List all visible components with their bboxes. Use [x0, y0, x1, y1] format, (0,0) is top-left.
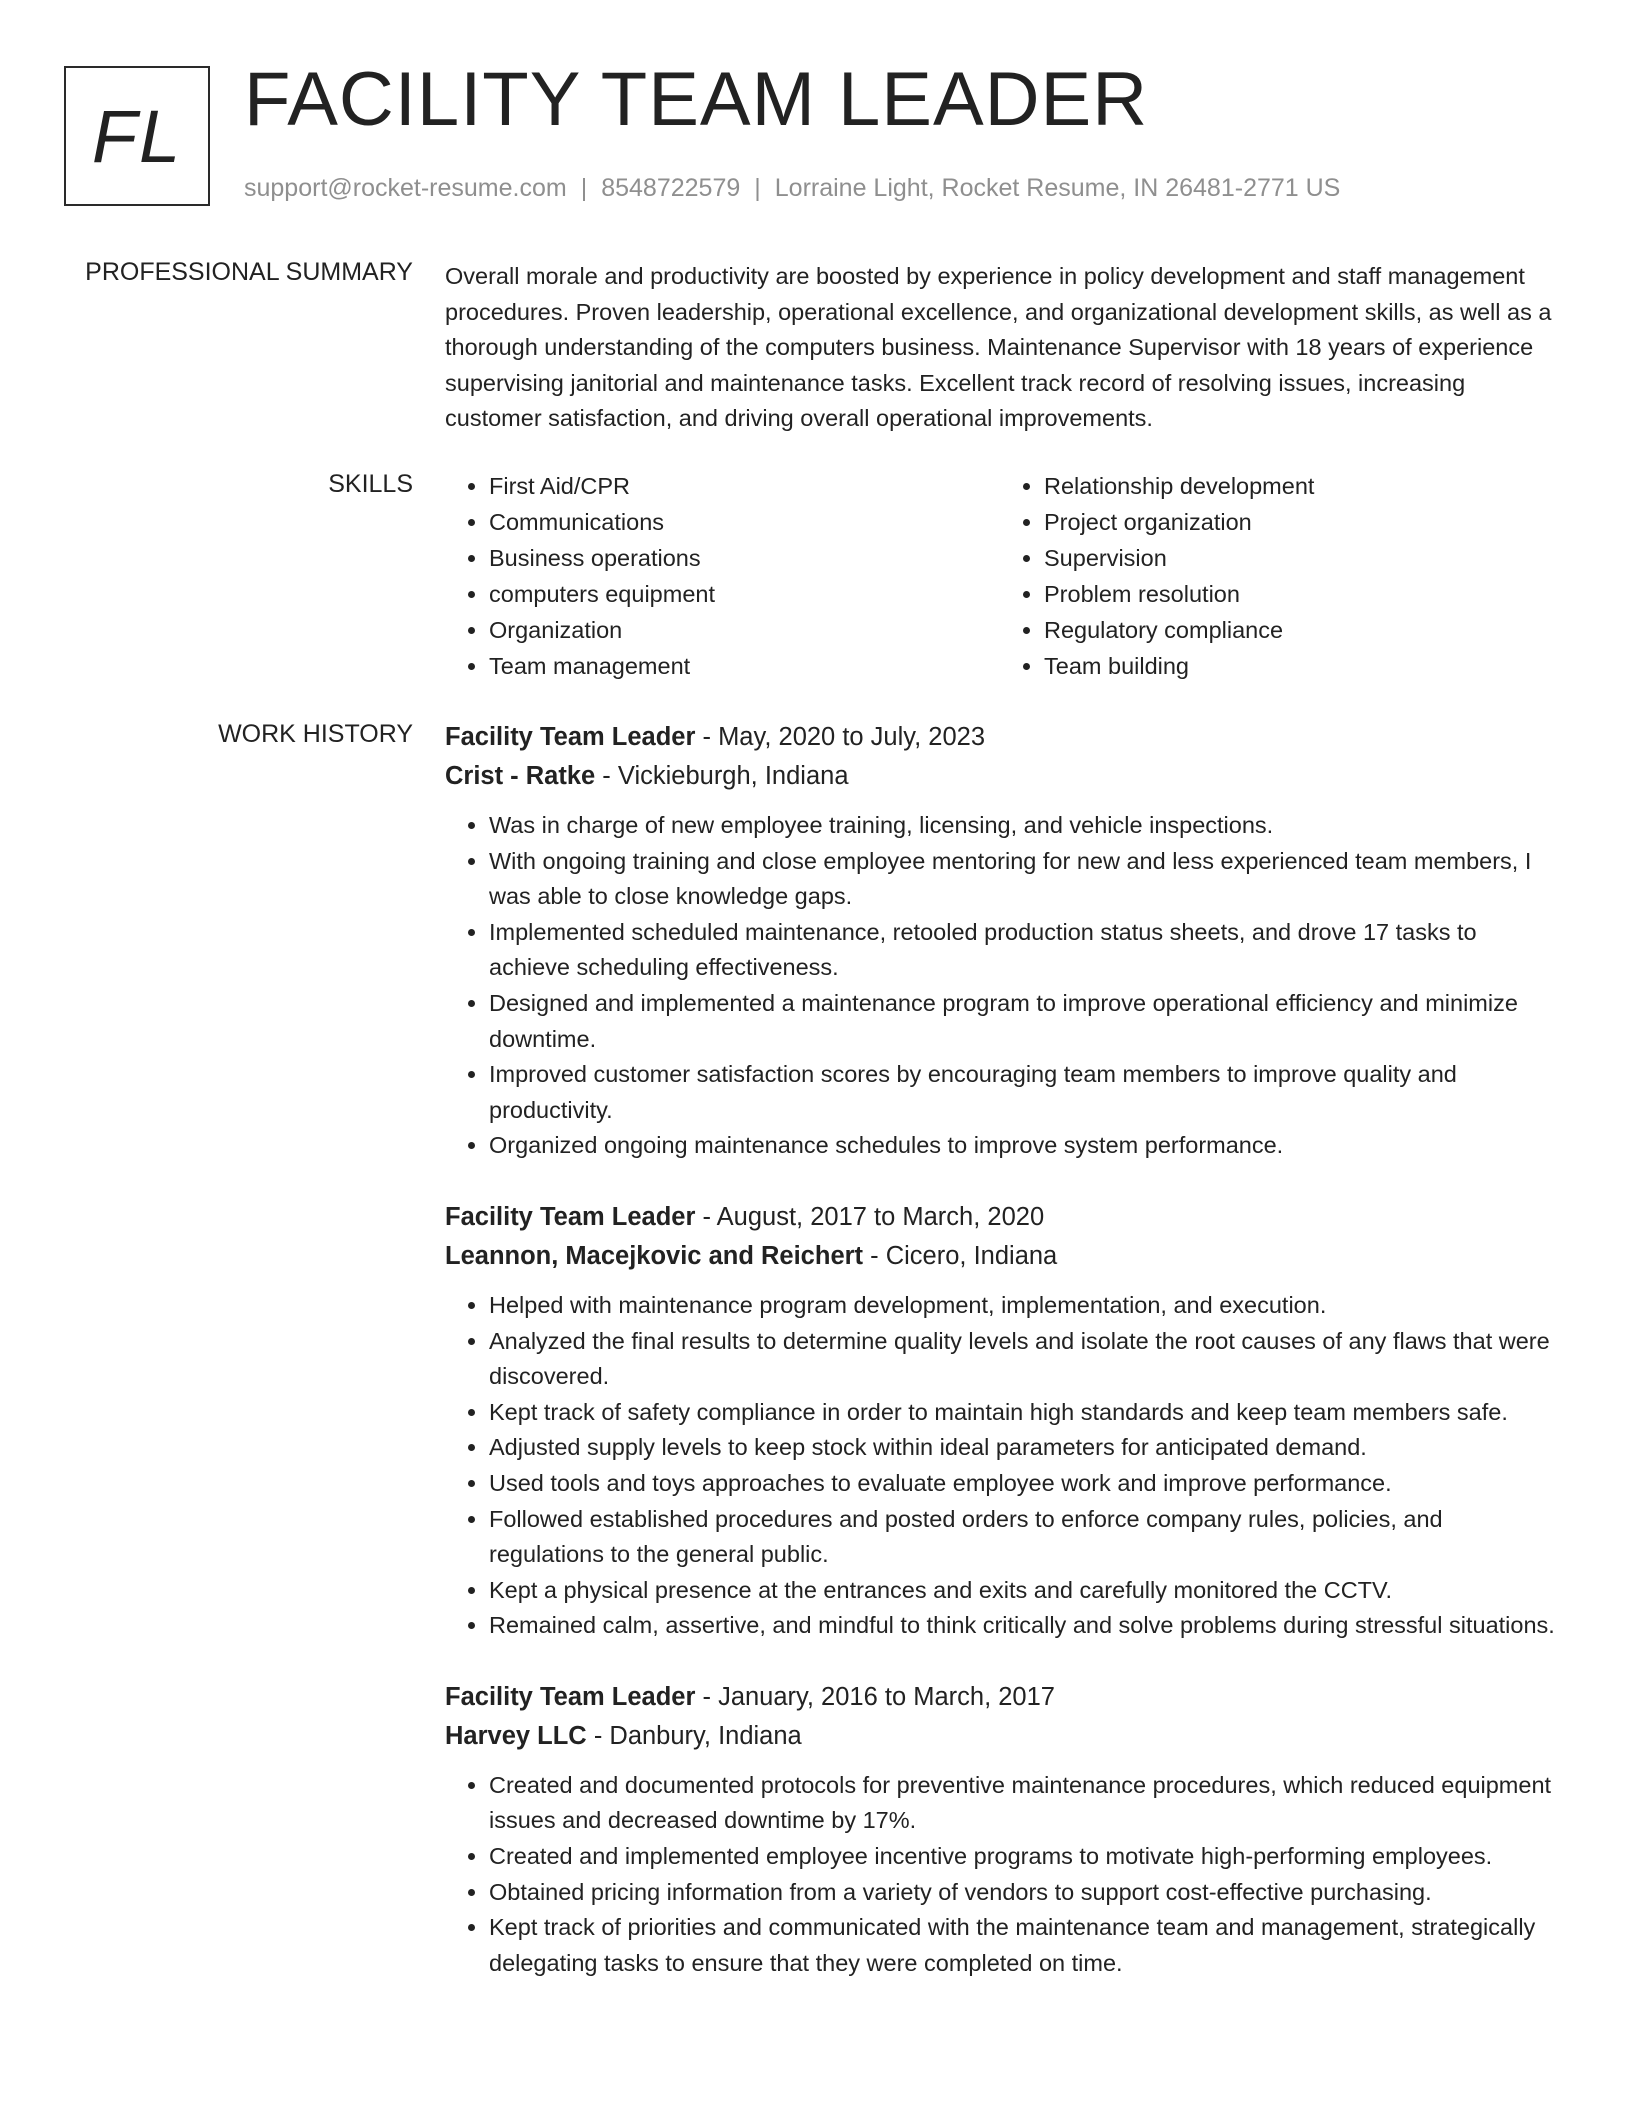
- job-bullet: • Followed established procedures and posted orders to enforce company rules, policies, and regulations to the general public.: [489, 1502, 1555, 1573]
- job-title-line: Facility Team Leader - May, 2020 to July, 2023: [445, 723, 986, 751]
- job-title: Facility Team Leader: [445, 723, 696, 751]
- job-company-line: Leannon, Macejkovic and Reichert - Cicero, Indiana: [445, 1241, 1058, 1270]
- job-bullet: • Remained calm, assertive, and mindful to think critically and solve problems during stressful situations.: [489, 1608, 1555, 1644]
- contact-phone[interactable]: 8548722579: [601, 174, 741, 202]
- job-location: Vickieburgh, Indiana: [617, 762, 849, 790]
- summary-text: Overall morale and productivity are boosted by experience in policy development and staff management procedures. Proven leadership, operational excellence, and organizational development skills, as well as a thorough understanding of the computers business. Maintenance Supervisor with 18 years of experience supervising janitorial and maintenance tasks. Excellent track record of resolving issues, increasing customer satisfaction, and driving overall operational improvements.: [445, 263, 1552, 431]
- skill-item: • Regulatory compliance: [1044, 612, 1555, 648]
- job-location: Danbury, Indiana: [609, 1721, 802, 1750]
- skill-item: • Team management: [489, 648, 1000, 684]
- job-title: Facility Team Leader: [445, 1682, 696, 1711]
- jobs-list: [445, 718, 1555, 2015]
- skill-item: • Organization: [489, 612, 1000, 648]
- skill-item: • Team building: [1044, 648, 1555, 684]
- section-label-skills: SKILLS: [328, 470, 413, 498]
- section-label-summary: PROFESSIONAL SUMMARY: [85, 258, 413, 286]
- job-bullet: • Created and documented protocols for preventive maintenance procedures, which reduced equipment issues and decreased downtime by 17%.: [489, 1768, 1555, 1839]
- job-bullet: • Used tools and toys approaches to evaluate employee work and improve performance.: [489, 1466, 1555, 1502]
- job-company-line: Crist - Ratke - Vickieburgh, Indiana: [445, 762, 849, 790]
- job-bullet: • Kept a physical presence at the entrances and exits and carefully monitored the CCTV.: [489, 1573, 1555, 1609]
- job-dates: May, 2020 to July, 2023: [718, 723, 986, 751]
- job-entry: [445, 1198, 1555, 1644]
- job-bullet: • Obtained pricing information from a variety of vendors to support cost-effective purchasing.: [489, 1875, 1555, 1911]
- job-location: Cicero, Indiana: [885, 1241, 1058, 1270]
- job-bullet: • Helped with maintenance program development, implementation, and execution.: [489, 1288, 1555, 1324]
- job-bullet: • Adjusted supply levels to keep stock within ideal parameters for anticipated demand.: [489, 1430, 1555, 1466]
- job-bullets: [445, 808, 1555, 1164]
- skill-item: • Relationship development: [1044, 468, 1555, 504]
- skill-item: • Supervision: [1044, 540, 1555, 576]
- skill-item: • Project organization: [1044, 504, 1555, 540]
- job-dates: August, 2017 to March, 2020: [716, 1202, 1045, 1231]
- job-bullets: [445, 1768, 1555, 1982]
- contact-separator: |: [754, 174, 761, 202]
- monogram-badge: [64, 66, 210, 206]
- skill-item: • Business operations: [489, 540, 1000, 576]
- contact-separator: |: [580, 174, 588, 202]
- job-bullet: • With ongoing training and close employee mentoring for new and less experienced team members, I was able to close knowledge gaps.: [489, 844, 1555, 915]
- resume-name: FACILITY TEAM LEADER: [244, 57, 1149, 142]
- contact-address: Lorraine Light, Rocket Resume, IN 26481-2771 US: [774, 174, 1341, 202]
- job-bullet: • Improved customer satisfaction scores by encouraging team members to improve quality and productivity.: [489, 1057, 1555, 1128]
- skill-item: • First Aid/CPR: [489, 468, 1000, 504]
- job-bullets: [445, 1288, 1555, 1644]
- job-bullet: • Designed and implemented a maintenance program to improve operational efficiency and minimize downtime.: [489, 986, 1555, 1057]
- monogram-text: FL: [91, 94, 183, 178]
- skill-item: • Problem resolution: [1044, 576, 1555, 612]
- job-company-line: Harvey LLC - Danbury, Indiana: [445, 1721, 802, 1750]
- job-title-line: Facility Team Leader - August, 2017 to March, 2020: [445, 1202, 1045, 1231]
- section-label-work: WORK HISTORY: [218, 720, 413, 748]
- job-company: Leannon, Macejkovic and Reichert: [445, 1241, 864, 1270]
- job-company: Crist - Ratke: [445, 762, 596, 790]
- skills-list-right: [1000, 468, 1555, 684]
- job-title: Facility Team Leader: [445, 1202, 696, 1231]
- job-bullet: • Kept track of safety compliance in order to maintain high standards and keep team members safe.: [489, 1395, 1555, 1431]
- skills-columns: [445, 468, 1555, 684]
- job-bullet: • Implemented scheduled maintenance, retooled production status sheets, and drove 17 tasks to achieve scheduling effectiveness.: [489, 915, 1555, 986]
- job-title-line: Facility Team Leader - January, 2016 to March, 2017: [445, 1682, 1055, 1711]
- job-bullet: • Organized ongoing maintenance schedules to improve system performance.: [489, 1128, 1555, 1164]
- job-entry: [445, 718, 1555, 1164]
- job-entry: [445, 1678, 1555, 1982]
- contact-email[interactable]: support@rocket-resume.com: [244, 174, 567, 202]
- job-bullet: • Kept track of priorities and communicated with the maintenance team and management, strategically delegating tasks to ensure that they were completed on time.: [489, 1910, 1555, 1981]
- job-dates: January, 2016 to March, 2017: [718, 1682, 1055, 1711]
- skill-item: • Communications: [489, 504, 1000, 540]
- job-bullet: • Analyzed the final results to determine quality levels and isolate the root causes of any flaws that were discovered.: [489, 1324, 1555, 1395]
- job-company: Harvey LLC: [445, 1721, 587, 1750]
- contact-line: [244, 174, 1340, 203]
- job-bullet: • Was in charge of new employee training, licensing, and vehicle inspections.: [489, 808, 1555, 844]
- skills-list-left: [445, 468, 1000, 684]
- skill-item: • computers equipment: [489, 576, 1000, 612]
- job-bullet: • Created and implemented employee incentive programs to motivate high-performing employees.: [489, 1839, 1555, 1875]
